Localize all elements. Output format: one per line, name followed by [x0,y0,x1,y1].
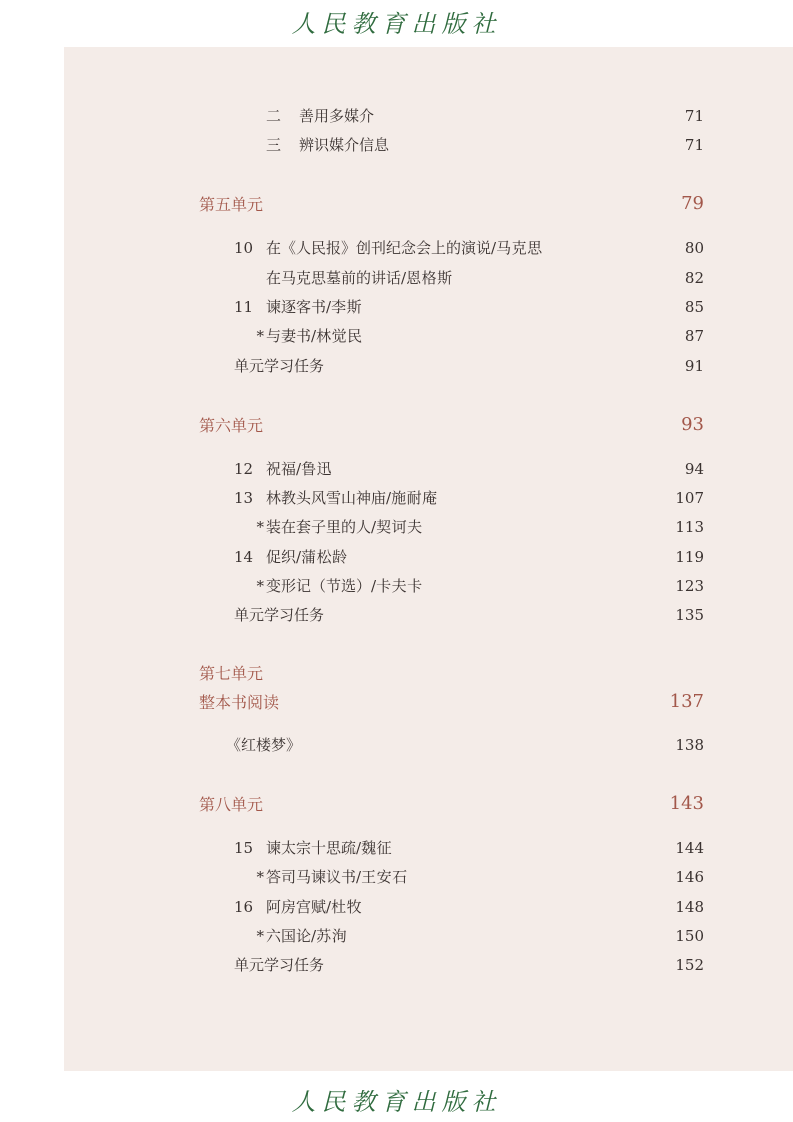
entry-author: 马克思 [496,239,543,257]
entry-title: 六国论 [266,927,312,945]
lesson-number: 13 [234,489,254,507]
entry-author: 恩格斯 [406,269,453,287]
entry-title: 辨识媒介信息 [299,136,390,154]
entry-title: 与妻书 [266,327,312,345]
toc-entry[interactable]: 16 阿房宫赋/杜牧 [234,898,363,916]
toc-entry-task[interactable] [234,356,324,376]
entry-author: 王安石 [361,868,408,886]
entry-author: 施耐庵 [391,489,438,507]
entry-title: 变形记（节选） [266,577,372,595]
lesson-number: 15 [234,839,254,857]
entry-title: 在《人民报》创刊纪念会上的演说 [266,239,492,257]
unit-heading-7[interactable]: 第七单元 [199,664,264,683]
unit-subheading-7[interactable]: 整本书阅读 [199,693,280,712]
toc-entry[interactable]: * 装在套子里的人/契诃夫 [252,517,423,537]
toc-entry-task[interactable] [234,605,324,625]
toc-entry[interactable]: 10 在《人民报》创刊纪念会上的演说/马克思 [234,239,543,257]
optional-marker: * [256,868,264,886]
entry-author: 魏征 [361,839,393,857]
toc-entry[interactable]: * 答司马谏议书/王安石 [252,867,408,887]
entry-prefix: 二 [266,107,282,125]
toc-entry[interactable]: * 与妻书/林觉民 [252,326,363,346]
toc-entry[interactable]: 13 林教头风雪山神庙/施耐庵 [234,489,438,507]
lesson-number: 14 [234,548,254,566]
entry-author: 苏洵 [316,927,348,945]
toc-entry[interactable] [266,106,374,126]
entry-author: 鲁迅 [301,460,333,478]
toc-entry-task[interactable] [234,955,324,975]
toc-entry[interactable] [266,135,389,155]
entry-title: 单元学习任务 [234,606,325,624]
optional-marker: * [256,927,264,945]
entry-author: 林觉民 [316,327,363,345]
entry-title: 促织 [266,548,297,566]
entry-title: 谏太宗十思疏 [266,839,357,857]
entry-title: 答司马谏议书 [266,868,357,886]
publisher-logo-top: 人民教育出版社 [291,10,502,38]
toc-entry[interactable]: * 六国论/苏洵 [252,926,347,946]
lesson-number: 10 [234,239,254,257]
entry-title: 装在套子里的人 [266,518,372,536]
toc-entry[interactable]: 11 谏逐客书/李斯 [234,298,363,316]
publisher-logo-bottom: 人民教育出版社 [291,1088,502,1116]
lesson-number: 16 [234,898,254,916]
unit-heading-8[interactable]: 第八单元 [199,795,264,814]
entry-title: 在马克思墓前的讲话 [266,269,402,287]
entry-title: 祝福 [266,460,297,478]
entry-author: 杜牧 [331,898,363,916]
entry-author: 卡夫卡 [376,577,423,595]
entry-author: 蒲松龄 [301,548,348,566]
entry-title: 单元学习任务 [234,956,325,974]
toc-entry[interactable]: * 变形记（节选）/卡夫卡 [252,576,423,596]
entry-prefix: 三 [266,136,282,154]
entry-title: 《红楼梦》 [226,736,302,754]
entry-title: 谏逐客书 [266,298,327,316]
toc-entry[interactable]: 在马克思墓前的讲话/恩格斯 [266,269,453,287]
entry-title: 阿房宫赋 [266,898,327,916]
entry-title: 善用多媒介 [299,107,375,125]
entry-author: 李斯 [331,298,363,316]
entry-title: 林教头风雪山神庙 [266,489,387,507]
optional-marker: * [256,518,264,536]
toc-entry[interactable]: 15 谏太宗十思疏/魏征 [234,839,393,857]
toc-entry[interactable] [226,735,301,755]
optional-marker: * [256,577,264,595]
unit-heading-5[interactable]: 第五单元 [199,195,264,214]
lesson-number: 12 [234,460,254,478]
unit-heading-6[interactable]: 第六单元 [199,416,264,435]
lesson-number: 11 [234,298,254,316]
toc-entry[interactable]: 12 祝福/鲁迅 [234,460,333,478]
entry-title: 单元学习任务 [234,357,325,375]
entry-author: 契诃夫 [376,518,423,536]
optional-marker: * [256,327,264,345]
toc-entry[interactable]: 14 促织/蒲松龄 [234,548,348,566]
toc-panel: 二 善用多媒介 71 三 辨识媒介信息 71 第五单元 79 10 在《人民报》创刊纪念会上的演说/马克思 80 在马克思墓前的讲话/恩格斯 82 11 谏逐客书/李斯 85 * 与妻书/林觉民 87 单元学习任务 91 第六单元 93 12 祝福/鲁迅 94 13 林教头风雪山神庙/施耐庵 107 * 装在套子里的人/契诃夫 113 14 促织/蒲松龄 119 * 变形记（节选）/卡夫卡 123 单元学习任务 135 第七单元 整本书阅读 137 《红楼梦》 138 第八单元 143 15 谏太宗十思疏/魏征 144 * 答司马谏议书/王安石 146 16 阿房宫赋/杜牧 148 * 六国论/苏洵 150 单元学习任务 152 [64,47,793,1071]
